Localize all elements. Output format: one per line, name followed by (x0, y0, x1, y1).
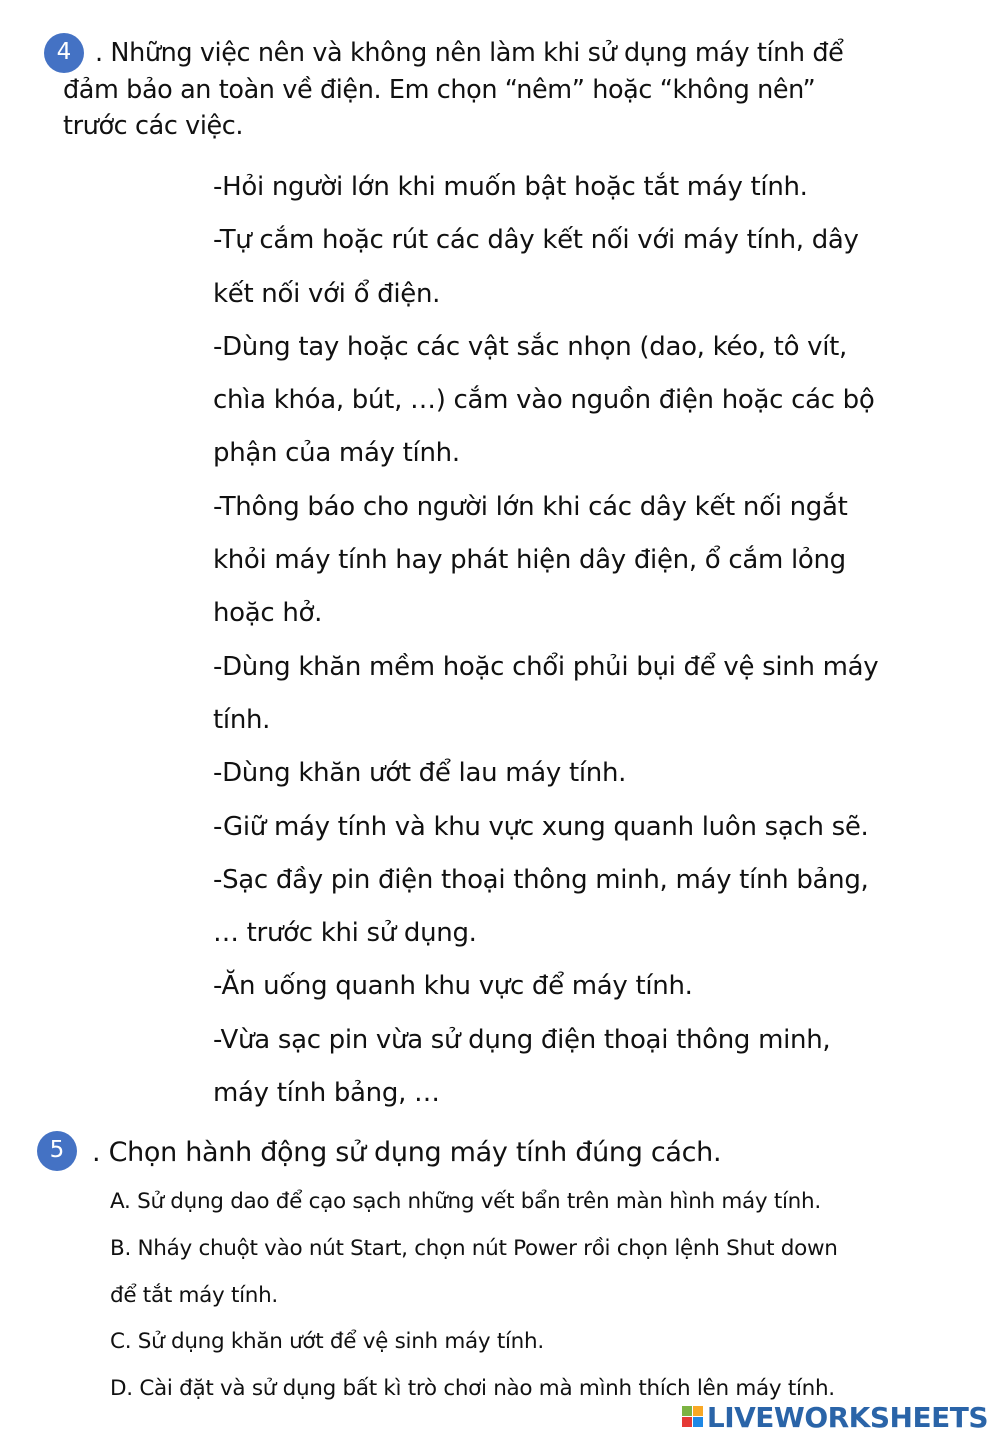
item-line: -Hỏi người lớn khi muốn bật hoặc tắt máy tính. (213, 172, 808, 202)
logo-mark-icon (682, 1406, 704, 1428)
item-line: -Vừa sạc pin vừa sử dụng điện thoại thông minh, (213, 1024, 831, 1055)
option-a[interactable]: A. Sử dụng dao để cạo sạch những vết bẩn trên màn hình máy tính. (110, 1189, 821, 1214)
item-line: khỏi máy tính hay phát hiện dây điện, ổ cắm lỏng (213, 545, 846, 576)
item-line: -Giữ máy tính và khu vực xung quanh luôn sạch sẽ. (213, 811, 869, 842)
logo-mark-square (693, 1406, 703, 1416)
option-b-continued[interactable]: để tắt máy tính. (110, 1282, 278, 1308)
item-line: -Sạc đầy pin điện thoại thông minh, máy tính bảng, (213, 864, 869, 895)
question-number: 4 (56, 39, 72, 65)
item-line: phận của máy tính. (213, 438, 460, 469)
option-d[interactable]: D. Cài đặt và sử dụng bất kì trò chơi nào mà mình thích lên máy tính. (110, 1376, 835, 1402)
question-5-options (110, 1179, 990, 1413)
item-line: -Thông báo cho người lớn khi các dây kết nối ngắt (213, 491, 848, 522)
logo-mark-square (682, 1417, 692, 1427)
item-line: hoặc hở. (213, 598, 323, 629)
prompt-line: . Những việc nên và không nên làm khi sử dụng máy tính để (95, 38, 844, 68)
item-line: tính. (213, 704, 271, 735)
item-line: chìa khóa, bút, …) cắm vào nguồn điện hoặc các bộ (213, 385, 875, 416)
logo-mark-square (693, 1417, 703, 1427)
liveworksheets-logo (682, 1400, 988, 1434)
item-line: -Dùng khăn mềm hoặc chổi phủi bụi để vệ sinh máy (213, 651, 879, 682)
logo-text: LIVEWORKSHEETS (706, 1400, 988, 1434)
item-line: -Dùng khăn ướt để lau máy tính. (213, 758, 627, 789)
question-5-prompt: . Chọn hành động sử dụng máy tính đúng cách. (92, 1137, 722, 1168)
item-line: -Ăn uống quanh khu vực để máy tính. (213, 971, 693, 1002)
question-number-badge (37, 1131, 77, 1171)
logo-mark-square (682, 1406, 692, 1416)
item-line: … trước khi sử dụng. (213, 918, 477, 949)
item-line: kết nối với ổ điện. (213, 278, 441, 309)
question-4-item-list (213, 161, 973, 1120)
option-c[interactable]: C. Sử dụng khăn ướt để vệ sinh máy tính. (110, 1329, 544, 1355)
prompt-line: đảm bảo an toàn về điện. Em chọn “nêm” hoặc “không nên” (63, 74, 816, 105)
item-line: máy tính bảng, … (213, 1078, 440, 1109)
prompt-line: trước các việc. (63, 111, 244, 141)
option-b[interactable]: B. Nháy chuột vào nút Start, chọn nút Power rồi chọn lệnh Shut down (110, 1235, 838, 1261)
question-4-prompt (63, 35, 943, 145)
item-line: -Tự cắm hoặc rút các dây kết nối với máy tính, dây (213, 225, 859, 256)
item-line: -Dùng tay hoặc các vật sắc nhọn (dao, kéo, tô vít, (213, 331, 848, 362)
question-number: 5 (49, 1137, 65, 1163)
